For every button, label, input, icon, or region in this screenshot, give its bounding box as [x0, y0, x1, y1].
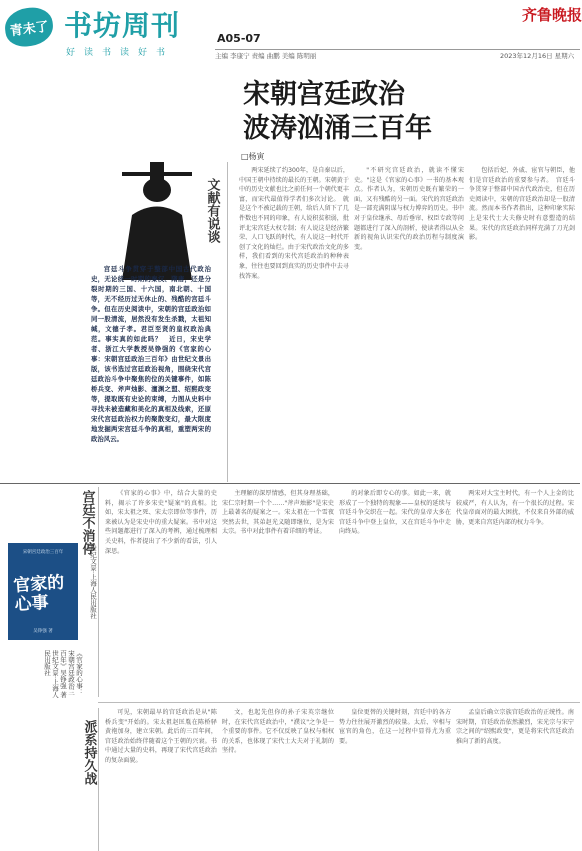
column-rule — [98, 487, 99, 697]
masthead — [0, 0, 580, 58]
column-rule — [227, 162, 228, 482]
body-column-2: "不研究宫廷政治，就读不懂宋史。"这是《官家的心事》一书的基本观点。作者认为，宋朝历史既有繁荣的一面，又有残酷的另一面。宋代的宫廷政治是一部充满阴谋与权力博弈的历史。书中对于皇位继承、母后垂帘、权臣专政等问题都进行了深入的剖析，使读者得以从全新的视角认识宋代的政治历程与制度演变。 — [354, 167, 464, 251]
headline-line-1: 宋朝宫廷政治 — [243, 79, 405, 110]
page-title: 书坊周刊 — [64, 9, 181, 42]
body-column-10: 皇位更替的关键时刻，宫廷中的各方势力往往展开激烈的较量。太后、宰相与宦官的角色，在这一过程中显得尤为重要。 — [339, 709, 451, 745]
byline: □杨寅 — [241, 152, 265, 161]
masthead-rule — [215, 49, 580, 50]
section-header-3 — [80, 720, 98, 785]
page-slogan: 好读书读好书 — [66, 48, 175, 58]
body-column-5: 主理解的深厚情感，但其身理基础，宋仁宗时期一个个……"斧声烛影"是宋史上最著名的疑案之一。宋太祖在一个雪夜突然去世，其弟赵光义随即继位，是为宋太宗。书中对此事件有着详细的考证。 — [222, 490, 334, 536]
body-column-9: 文，也起先但你的孙子宋英宗继位时，在宋代宫廷政治中，"濮议"之争是一个重要的事件。它不仅反映了皇权与相权的关系，也体现了宋代士大夫对于礼制的坚持。 — [222, 709, 334, 755]
page-number: A05-07 — [217, 32, 261, 45]
book-cover — [8, 543, 78, 640]
body-column-3: 包括后妃、外戚、宦官与朝臣，他们是宫廷政治的重要参与者。 宫廷斗争贯穿于整部中国古代政治史，但在历史阅读中，宋朝的宫廷政治却是一股清流。然而本书作者指出，这种印象实际上是宋代士大夫修史时有意塑造的结果。宋代的宫廷政治同样充满了刀光剑影。 — [469, 167, 575, 242]
newspaper-brand: 齐鲁晚报 — [522, 6, 582, 24]
body-column-4: 《官家的心事》中，结合大量的史料，揭示了许多宋史"疑案"的真相。比如，宋太祖之死、宋太宗即位等事件，历来被认为是宋史中的重大疑案。书中对这些问题都进行了深入的考辨，通过梳理相关史料，作者提出了不少新的看法，引人深思。 — [105, 490, 217, 555]
issue-date: 2023年12月16日 星期六 — [500, 52, 575, 60]
cover-title: 官家的心事 — [12, 572, 65, 616]
section-label: 宫廷不消停 — [79, 490, 95, 555]
headline-line-2: 波涛汹涌三百年 — [243, 113, 432, 144]
cover-subtitle: 宋朝宫廷政治三百年 — [22, 550, 64, 555]
body-column-11: 孟皇后确立宗族宫廷政治的正统性。南宋时期，宫廷政治依然激烈，宋光宗与宋宁宗之间的"绍熙政变"，更是将宋代宫廷政治推向了新的高度。 — [456, 709, 574, 745]
headline — [243, 78, 432, 146]
section-rule — [98, 702, 580, 703]
lead-paragraph: 宫廷斗争贯穿于整部中国古代政治史，无论统一时期的秦汉、隋唐，还是分裂时期的三国、十六国，南北朝、十国等，无不经历过无休止的、残酷的宫廷斗争。但在历史阅读中，宋朝的宫廷政治如同一股清流，居然没有发生杀戮，太祖知缄，文德子孝。君臣至贤的皇权政治典范。事实真的如此吗？ 近日，宋史学者、浙江大学教授吴铮强的《官家的心事：宋朝宫廷政治三百年》由世纪文景出版，该书选过宫廷政治视角，围绕宋代宫廷政治斗争中聚焦的位的关键事件，如陈桥兵变、斧声烛影、澶渊之盟、绍熙政变等，提取既有史论的束缚，力图从史料中寻找未被造藏和美化的真相及线索，还原宋代宫廷政治权力的聚散变幻，最大限度地发掘两宋宫廷斗争的真相，重塑两宋的政治风云。 — [91, 265, 211, 443]
section-label: 文献有说谈 — [204, 178, 220, 243]
section-header-1 — [203, 178, 221, 243]
body-column-8: 可见，宋朝最早的宫廷政治是从"陈桥兵变"开始的。宋太祖赵匡胤在陈桥驿黄袍加身，建立宋朝。此后的三百年间，宫廷政治始终伴随着这个王朝的兴衰。书中通过大量的史料，再现了宋代宫廷政治的复杂面貌。 — [105, 709, 217, 764]
column-rule — [98, 708, 99, 851]
body-column-7: 两宋对大宝主时代，有一个人上金的比较威严，有人认为，有一个很长的过程。宋代皇帝面对的最大困扰，不仅来自外部的威胁，更来自宫廷内部的权力斗争。 — [456, 490, 574, 526]
body-column-6: 的对象后即专心的事。如此一来，就形成了一个独特的现象——皇权的延续与宫廷斗争交织在一起。宋代的皇帝大多在宫廷斗争中登上皇位，又在宫廷斗争中走向终局。 — [339, 490, 451, 536]
section-label: 派系持久战 — [81, 720, 97, 785]
book-series: 世纪文景·上海人民出版社 — [89, 545, 97, 619]
paper-logo: 青未了 — [3, 5, 55, 49]
cover-author: 吴铮强 著 — [33, 629, 53, 634]
body-column-1: 两宋延续了约300年，是自秦以后，中国王朝中持续的最长的王朝。宋朝黄于中的历史文献也比之前任何一个朝代更丰富，而宋代最值得学者们多次讨论。 就是这个不被记载的王朝，给后人留下了几件数也不同的印象，有人说积贫积弱，批评北宋宫廷大权专制；有人说这是经济繁荣、人口飞跃的时代，有人说这一时代开创了文化的灿烂。由于宋代政治文化的多样，我们看到的宋代宫廷政治的种种表象，往往也要回到真实的历史事件中去寻找答案。 — [239, 167, 349, 280]
section-rule — [0, 483, 580, 484]
editor-credits: 主编 李康宁 责编 曲鹏 美编 陈明丽 — [215, 52, 317, 60]
book-caption: 《官家的心事：宋朝宫廷政治三百年》吴铮强 著 世纪文景·上海人民出版社 — [43, 650, 83, 698]
